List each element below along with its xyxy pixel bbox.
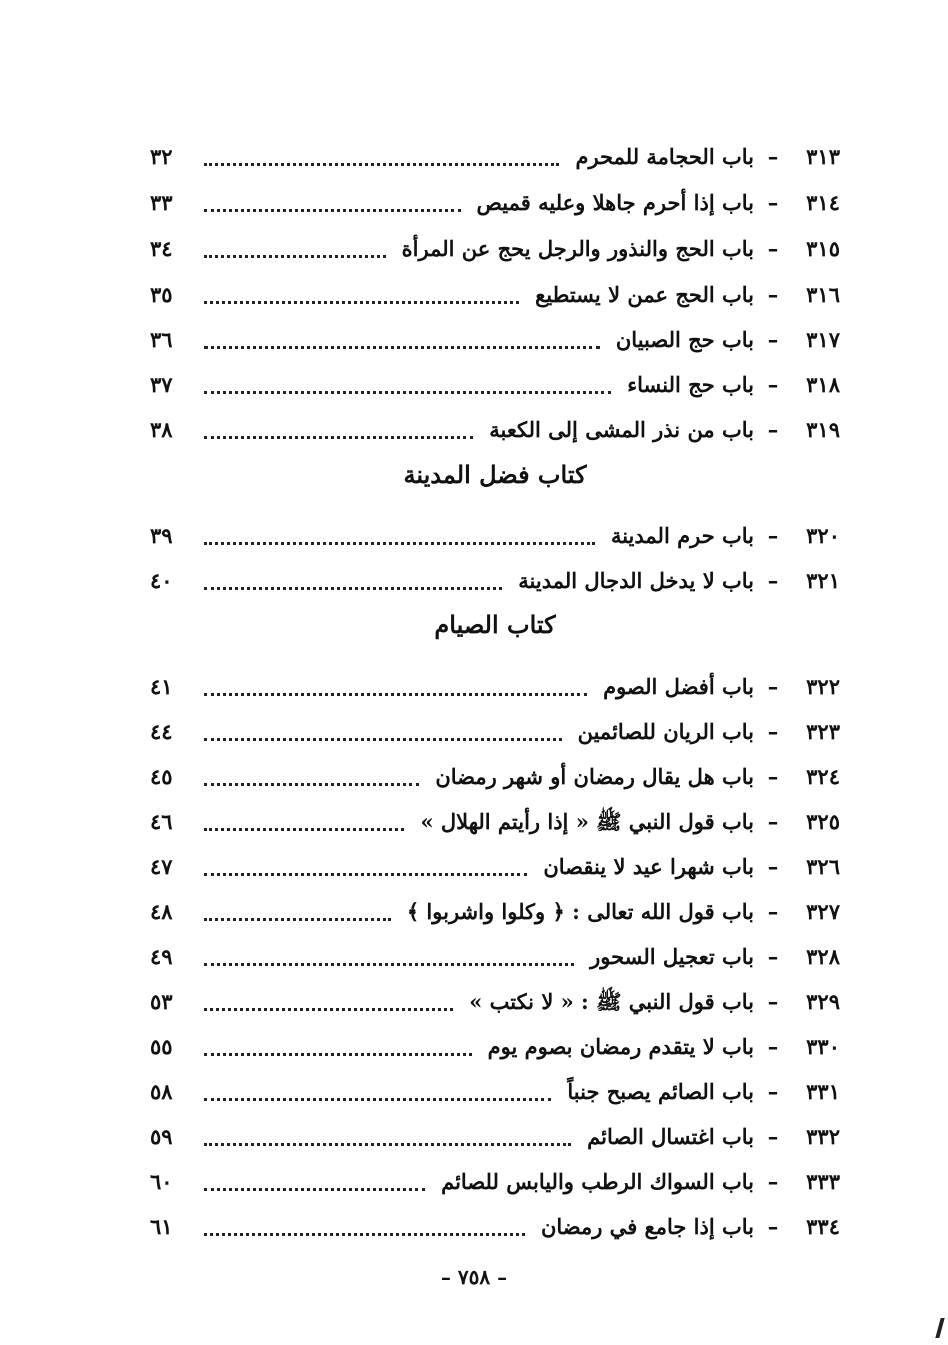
entry-dash: – [767, 144, 779, 169]
dot-leader [204, 389, 611, 394]
entry-title: باب حرم المدينة [610, 523, 754, 548]
entry-number: ٣٢٣ [806, 719, 840, 744]
entry-title: باب هل يقال رمضان أو شهر رمضان [435, 764, 754, 789]
entry-title: باب لا يدخل الدجال المدينة [518, 568, 754, 593]
toc-entry [150, 940, 840, 974]
dot-leader [204, 207, 461, 212]
entry-page-number: ٣٨ [150, 417, 173, 442]
dot-leader [204, 691, 587, 696]
entry-number: ٣١٧ [806, 327, 840, 352]
entry-number: ٣١٦ [806, 282, 840, 307]
entry-number: ٣٣٢ [806, 1124, 840, 1149]
entry-number: ٣١٤ [806, 190, 840, 215]
entry-title: باب الحجامة للمحرم [575, 144, 754, 169]
entry-page-number: ٤٥ [150, 764, 173, 789]
dot-leader [204, 344, 600, 349]
entry-dash: – [767, 190, 779, 215]
entry-page-number: ٦٠ [150, 1169, 173, 1194]
entry-dash: – [767, 1034, 779, 1059]
entry-title: باب الحج عمن لا يستطيع [535, 282, 754, 307]
entry-page-number: ٤٠ [150, 568, 173, 593]
entry-dash: – [767, 899, 779, 924]
entry-number: ٣١٨ [806, 372, 840, 397]
entry-title: باب حج النساء [627, 372, 754, 397]
toc-entry [150, 895, 840, 929]
entry-page-number: ٣٢ [150, 144, 173, 169]
entry-page-number: ٤١ [150, 674, 173, 699]
entry-page-number: ٣٦ [150, 327, 173, 352]
entry-dash: – [767, 854, 779, 879]
dot-leader [204, 585, 502, 590]
entry-dash: – [767, 719, 779, 744]
entry-title: باب تعجيل السحور [590, 944, 754, 969]
entry-title: باب اغتسال الصائم [587, 1124, 754, 1149]
entry-page-number: ٤٤ [150, 719, 173, 744]
entry-dash: – [767, 417, 779, 442]
dot-leader [204, 253, 386, 258]
toc-entry [150, 323, 840, 357]
entry-dash: – [767, 989, 779, 1014]
entry-number: ٣١٩ [806, 417, 840, 442]
entry-number: ٣٣٤ [806, 1214, 840, 1239]
dot-leader [204, 736, 562, 741]
toc-entry [150, 278, 840, 312]
toc-entry [150, 1075, 840, 1109]
entry-number: ٣٢٩ [806, 989, 840, 1014]
section-heading: كتاب فضل المدينة [403, 460, 587, 489]
entry-page-number: ٥٨ [150, 1079, 173, 1104]
toc-entry [150, 760, 840, 794]
entry-number: ٣٣١ [806, 1079, 840, 1104]
dot-leader [204, 916, 391, 921]
dot-leader [204, 161, 559, 166]
entry-page-number: ٥٩ [150, 1124, 173, 1149]
dot-leader [204, 1186, 425, 1191]
entry-number: ٣٢٠ [806, 523, 840, 548]
toc-entry [150, 1120, 840, 1154]
toc-entry [150, 670, 840, 704]
toc-entry [150, 186, 840, 220]
entry-title: باب الصائم يصبح جنباً [567, 1079, 754, 1104]
dot-leader [204, 871, 527, 876]
dot-leader [204, 1141, 571, 1146]
entry-number: ٣٢٦ [806, 854, 840, 879]
dot-leader [204, 434, 473, 439]
entry-dash: – [767, 1214, 779, 1239]
entry-page-number: ٤٩ [150, 944, 173, 969]
dot-leader [204, 299, 519, 304]
toc-entry [150, 1030, 840, 1064]
entry-number: ٣٢٥ [806, 809, 840, 834]
toc-entry [150, 232, 840, 266]
entry-dash: – [767, 809, 779, 834]
dot-leader [204, 826, 404, 831]
toc-entry [150, 715, 840, 749]
dot-leader [204, 961, 574, 966]
entry-page-number: ٤٧ [150, 854, 173, 879]
entry-number: ٣٢٨ [806, 944, 840, 969]
dot-leader [204, 1096, 551, 1101]
entry-dash: – [767, 1169, 779, 1194]
entry-title: باب إذا جامع في رمضان [540, 1214, 754, 1239]
entry-title: باب حج الصبيان [615, 327, 754, 352]
entry-page-number: ٤٦ [150, 809, 173, 834]
scan-edge-mark [935, 1318, 944, 1338]
entry-page-number: ٣٥ [150, 282, 173, 307]
entry-number: ٣٢١ [806, 568, 840, 593]
toc-entry [150, 519, 840, 553]
entry-page-number: ٣٤ [150, 236, 173, 261]
entry-title: باب الحج والنذور والرجل يحج عن المرأة [401, 236, 754, 261]
entry-title: باب قول النبي ﷺ : « لا نكتب » [469, 989, 754, 1014]
entry-number: ٣١٥ [806, 236, 840, 261]
entry-dash: – [767, 282, 779, 307]
entry-title: باب قول الله تعالى : ﴿ وكلوا واشربوا ﴾ [406, 899, 754, 924]
entry-number: ٣٣٣ [806, 1169, 840, 1194]
entry-page-number: ٥٣ [150, 989, 173, 1014]
entry-dash: – [767, 236, 779, 261]
entry-dash: – [767, 372, 779, 397]
entry-dash: – [767, 327, 779, 352]
entry-dash: – [767, 944, 779, 969]
entry-dash: – [767, 1079, 779, 1104]
entry-title: باب من نذر المشى إلى الكعبة [489, 417, 754, 442]
entry-page-number: ٥٥ [150, 1034, 173, 1059]
entry-number: ٣١٣ [806, 144, 840, 169]
entry-number: ٣٣٠ [806, 1034, 840, 1059]
toc-entry [150, 985, 840, 1019]
entry-dash: – [767, 674, 779, 699]
entry-number: ٣٢٢ [806, 674, 840, 699]
entry-page-number: ٣٧ [150, 372, 173, 397]
page-number-footer: – ٧٥٨ – [440, 1265, 508, 1289]
entry-dash: – [767, 764, 779, 789]
entry-dash: – [767, 568, 779, 593]
toc-entry [150, 1165, 840, 1199]
dot-leader [204, 540, 595, 545]
entry-number: ٣٢٤ [806, 764, 840, 789]
dot-leader [204, 1006, 453, 1011]
toc-entry [150, 140, 840, 174]
entry-title: باب قول النبي ﷺ « إذا رأيتم الهلال » [420, 809, 754, 834]
entry-title: باب لا يتقدم رمضان بصوم يوم [487, 1034, 754, 1059]
entry-page-number: ٣٣ [150, 190, 173, 215]
entry-dash: – [767, 1124, 779, 1149]
section-heading: كتاب الصيام [434, 610, 556, 639]
entry-title: باب إذا أحرم جاهلا وعليه قميص [476, 190, 754, 215]
entry-title: باب السواك الرطب واليابس للصائم [441, 1169, 754, 1194]
toc-entry [150, 368, 840, 402]
toc-entry [150, 850, 840, 884]
toc-entry [150, 413, 840, 447]
entry-title: باب أفضل الصوم [603, 674, 754, 699]
entry-page-number: ٦١ [150, 1214, 173, 1239]
dot-leader [204, 1231, 525, 1236]
entry-number: ٣٢٧ [806, 899, 840, 924]
entry-title: باب شهرا عيد لا ينقصان [543, 854, 754, 879]
entry-page-number: ٣٩ [150, 523, 173, 548]
entry-dash: – [767, 523, 779, 548]
dot-leader [204, 781, 419, 786]
toc-entry [150, 564, 840, 598]
dot-leader [204, 1051, 472, 1056]
entry-page-number: ٤٨ [150, 899, 173, 924]
toc-entry [150, 805, 840, 839]
entry-title: باب الريان للصائمين [577, 719, 754, 744]
toc-entry [150, 1210, 840, 1244]
